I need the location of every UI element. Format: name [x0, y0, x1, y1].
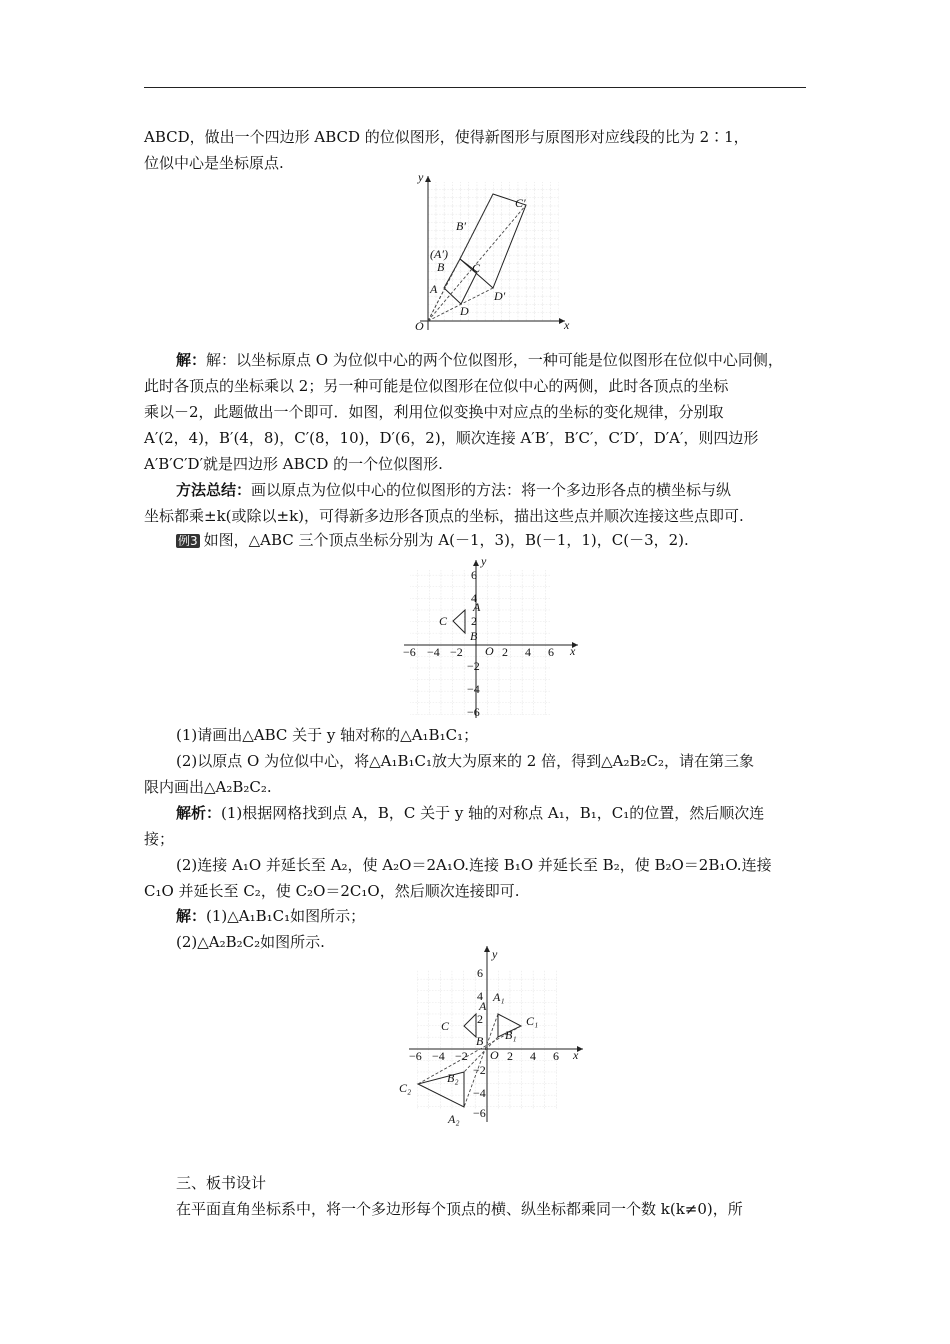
tick-x: −2: [455, 1049, 468, 1063]
label-A: A: [473, 600, 481, 614]
tick-x: 6: [553, 1049, 559, 1063]
y-arrow: [473, 560, 479, 566]
x-axis-label: x: [564, 318, 570, 332]
text-line: (2)连接 A₁O 并延长至 A₂，使 A₂O＝2A₁O.连接 B₁O 并延长至 B₂，使 B₂O＝2B₁O.连接: [176, 856, 772, 874]
text-line: (2)△A₂B₂C₂如图所示.: [176, 933, 325, 951]
tick-y: −2: [467, 659, 480, 673]
label-A: A: [430, 282, 438, 296]
tick-x: −2: [450, 645, 463, 659]
text-line: 坐标都乘±k(或除以±k)，可得新多边形各顶点的坐标，描出这些点并顺次连接这些点即可.: [144, 507, 744, 525]
tick-y: 4: [471, 591, 477, 605]
tick-x: 6: [548, 645, 554, 659]
origin-label: O: [415, 319, 424, 333]
tick-x: 2: [507, 1049, 513, 1063]
figure-triangle-abc: [400, 552, 585, 722]
label-B1: B₁: [505, 1028, 517, 1042]
tick-x: 2: [502, 645, 508, 659]
text-line: 乘以－2，此题做出一个即可．如图，利用位似变换中对应点的坐标的变化规律，分别取: [144, 403, 724, 421]
label-A1: A₁: [493, 990, 505, 1004]
text-line: C₁O 并延长至 C₂，使 C₂O＝2C₁O，然后顺次连接即可.: [144, 882, 520, 900]
tick-x: 4: [530, 1049, 536, 1063]
text-line: 在平面直角坐标系中，将一个多边形每个顶点的横、纵坐标都乘同一个数 k(k≠0)，所: [176, 1200, 743, 1218]
label-A-prime: (A′): [430, 247, 448, 261]
label-C: C: [439, 614, 448, 628]
y-arrow: [425, 176, 431, 182]
x-axis-label: x: [573, 1048, 579, 1062]
text-line: (2)以原点 O 为位似中心，将△A₁B₁C₁放大为原来的 2 倍，得到△A₂B₂C₂，请在第三象: [176, 752, 754, 770]
y-axis-label: y: [492, 947, 498, 961]
origin-label: O: [490, 1048, 499, 1062]
tick-x: −6: [403, 645, 416, 659]
label-C: C: [441, 1019, 450, 1033]
tick-y: 6: [477, 966, 483, 980]
figure-triangles-solution: [395, 942, 590, 1128]
text-line: ABCD，做出一个四边形 ABCD 的位似图形，使得新图形与原图形对应线段的比为 2∶1，: [144, 128, 749, 146]
label-D: D: [460, 304, 469, 318]
y-axis-label: y: [481, 554, 487, 568]
tick-x: 4: [525, 645, 531, 659]
tick-x: −4: [427, 645, 440, 659]
label-D-prime: D′: [494, 289, 506, 303]
example-badge: 例3: [178, 534, 198, 548]
label-B: B: [437, 260, 445, 274]
grid: [410, 570, 550, 715]
text-line: 此时各顶点的坐标乘以 2；另一种可能是位似图形在位似中心的两侧，此时各顶点的坐标: [144, 377, 729, 395]
figure-similar-quadrilateral: [410, 168, 575, 333]
text-line: 解：解：以坐标原点 O 为位似中心的两个位似图形，一种可能是位似图形在位似中心同侧，: [176, 351, 783, 369]
label-B: B: [470, 629, 478, 643]
label-C-prime: C′: [515, 196, 526, 210]
label-C: C: [472, 261, 481, 275]
text-line: (1)请画出△ABC 关于 y 轴对称的△A₁B₁C₁；: [176, 726, 479, 744]
text-line: A′(2，4)，B′(4，8)，C′(8，10)，D′(6，2)，顺次连接 A′B′，B′C′，C′D′，D′A′，则四边形: [144, 429, 759, 447]
text-line: 限内画出△A₂B₂C₂.: [144, 778, 272, 796]
label-B2: B₂: [447, 1071, 459, 1085]
x-axis-label: x: [570, 644, 576, 658]
tick-y: 2: [471, 614, 477, 628]
tick-y: 2: [477, 1012, 483, 1026]
tick-y: −6: [467, 705, 480, 719]
tick-y: −4: [473, 1086, 486, 1100]
text-line: A′B′C′D′就是四边形 ABCD 的一个位似图形.: [144, 455, 443, 473]
text-line: 解析：(1)根据网格找到点 A，B，C 关于 y 轴的对称点 A₁，B₁，C₁的位置，然后顺次连: [176, 804, 765, 822]
label-C1: C₁: [526, 1014, 539, 1028]
label-B: B: [476, 1034, 484, 1048]
example-line: 例3 如图，△ABC 三个顶点坐标分别为 A(－1，3)，B(－1，1)，C(－3，2).: [178, 531, 689, 549]
label-C2: C₂: [399, 1081, 412, 1095]
tick-y: −4: [467, 682, 480, 696]
text-line: 接；: [144, 830, 175, 848]
tick-x: −6: [409, 1049, 422, 1063]
label-A: A: [479, 999, 487, 1013]
section-heading: 三、板书设计: [176, 1174, 267, 1192]
header-rule: [144, 87, 806, 88]
y-axis-label: y: [418, 170, 424, 184]
label-A2: A₂: [448, 1112, 460, 1126]
origin-label: O: [485, 644, 494, 658]
tick-y: −2: [473, 1063, 486, 1077]
y-arrow: [484, 946, 490, 952]
tick-y: −6: [473, 1106, 486, 1120]
text-line: 位似中心是坐标原点.: [144, 154, 284, 172]
text-line: 解：(1)△A₁B₁C₁如图所示；: [176, 907, 366, 925]
label-B-prime: B′: [456, 219, 466, 233]
text-line: 方法总结：画以原点为位似中心的位似图形的方法：将一个多边形各点的横坐标与纵: [176, 481, 732, 499]
tick-y: 4: [477, 989, 483, 1003]
tick-x: −4: [432, 1049, 445, 1063]
tick-y: 6: [471, 568, 477, 582]
